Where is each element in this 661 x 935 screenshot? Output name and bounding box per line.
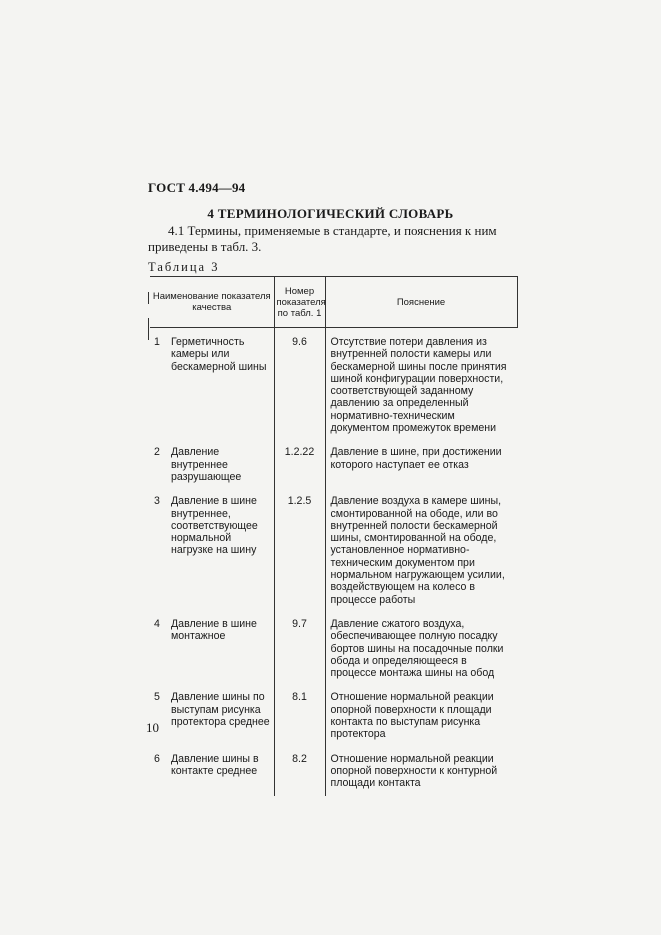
table-row: [150, 446, 517, 495]
document-code: ГОСТ 4.494—94: [148, 180, 246, 195]
term-explanation: Отношение нормальной реакции опорной поверхности к контурной площади контакта: [330, 752, 498, 790]
row-number: 5: [154, 691, 160, 704]
intro-line-1: 4.1 Термины, применяемые в стандарте, и пояснения к ним: [168, 223, 497, 238]
term-name: Давление в шине монтажное: [168, 618, 274, 691]
table-caption: Таблица 3: [148, 260, 220, 274]
term-explanation: Давление сжатого воздуха, обеспечивающее полную посадку бортов шины на посадочные полки обода и определяющееся в процессе монтажа шины на обод: [330, 617, 504, 680]
row-number: 4: [154, 617, 160, 630]
terms-table: [150, 276, 518, 796]
left-edge-mark: [148, 318, 149, 340]
term-name: Герметичность камеры или бескамерной шины: [168, 328, 274, 447]
term-name: Давление шины в контакте среднее: [168, 753, 274, 796]
term-explanation: Отношение нормальной реакции опорной поверхности к площади контакта по выступам рисунка протектора: [330, 691, 494, 741]
term-explanation: Отсутствие потери давления из внутренней полости камеры или бескамерной шины после принятия шиной конфигурации поверхности, соответствующей заданному давлению за определенный нормативно-техническим документом промежуток времени: [330, 336, 507, 435]
row-number: 1: [154, 336, 160, 348]
intro-paragraph: [148, 223, 518, 255]
row-number: 2: [154, 446, 160, 459]
left-edge-mark: [148, 292, 149, 304]
table-header-row: [150, 277, 517, 328]
table-row: [150, 495, 517, 618]
table-row: [150, 753, 517, 796]
section-title: 4 ТЕРМИНОЛОГИЧЕСКИЙ СЛОВАРЬ: [207, 206, 454, 221]
page-number: 10: [146, 720, 159, 735]
term-ref: 9.6: [274, 328, 325, 447]
row-number: 3: [154, 495, 160, 508]
table-row: [150, 618, 517, 691]
table-row: [150, 328, 517, 447]
header-explanation: Пояснение: [325, 277, 517, 328]
term-name: Давление в шине внутреннее, соответствующее нормальной нагрузке на шину: [168, 495, 274, 618]
term-ref: 9.7: [274, 618, 325, 691]
term-ref: 8.2: [274, 753, 325, 796]
intro-line-2: приведены в табл. 3.: [148, 239, 262, 254]
header-name: Наименование показателя качества: [150, 277, 274, 328]
term-ref: 1.2.22: [274, 446, 325, 495]
term-ref: 8.1: [274, 691, 325, 752]
term-name: Давление шины по выступам рисунка протектора среднее: [168, 691, 274, 752]
term-explanation: Давление в шине, при достижении которого наступает ее отказ: [330, 446, 502, 471]
term-name: Давление внутреннее разрушающее: [168, 446, 274, 495]
row-number: 6: [154, 752, 160, 765]
term-explanation: Давление воздуха в камере шины, смонтированной на ободе, или во внутренней полости бескамерной шины, смонтированной на ободе, установленное нормативно-техническим документом при нормальном нагружающем усилии, воздействующем на колесо в процессе работы: [330, 495, 505, 606]
term-ref: 1.2.5: [274, 495, 325, 618]
header-ref: Номер показателя по табл. 1: [274, 277, 325, 328]
table-row: [150, 691, 517, 752]
